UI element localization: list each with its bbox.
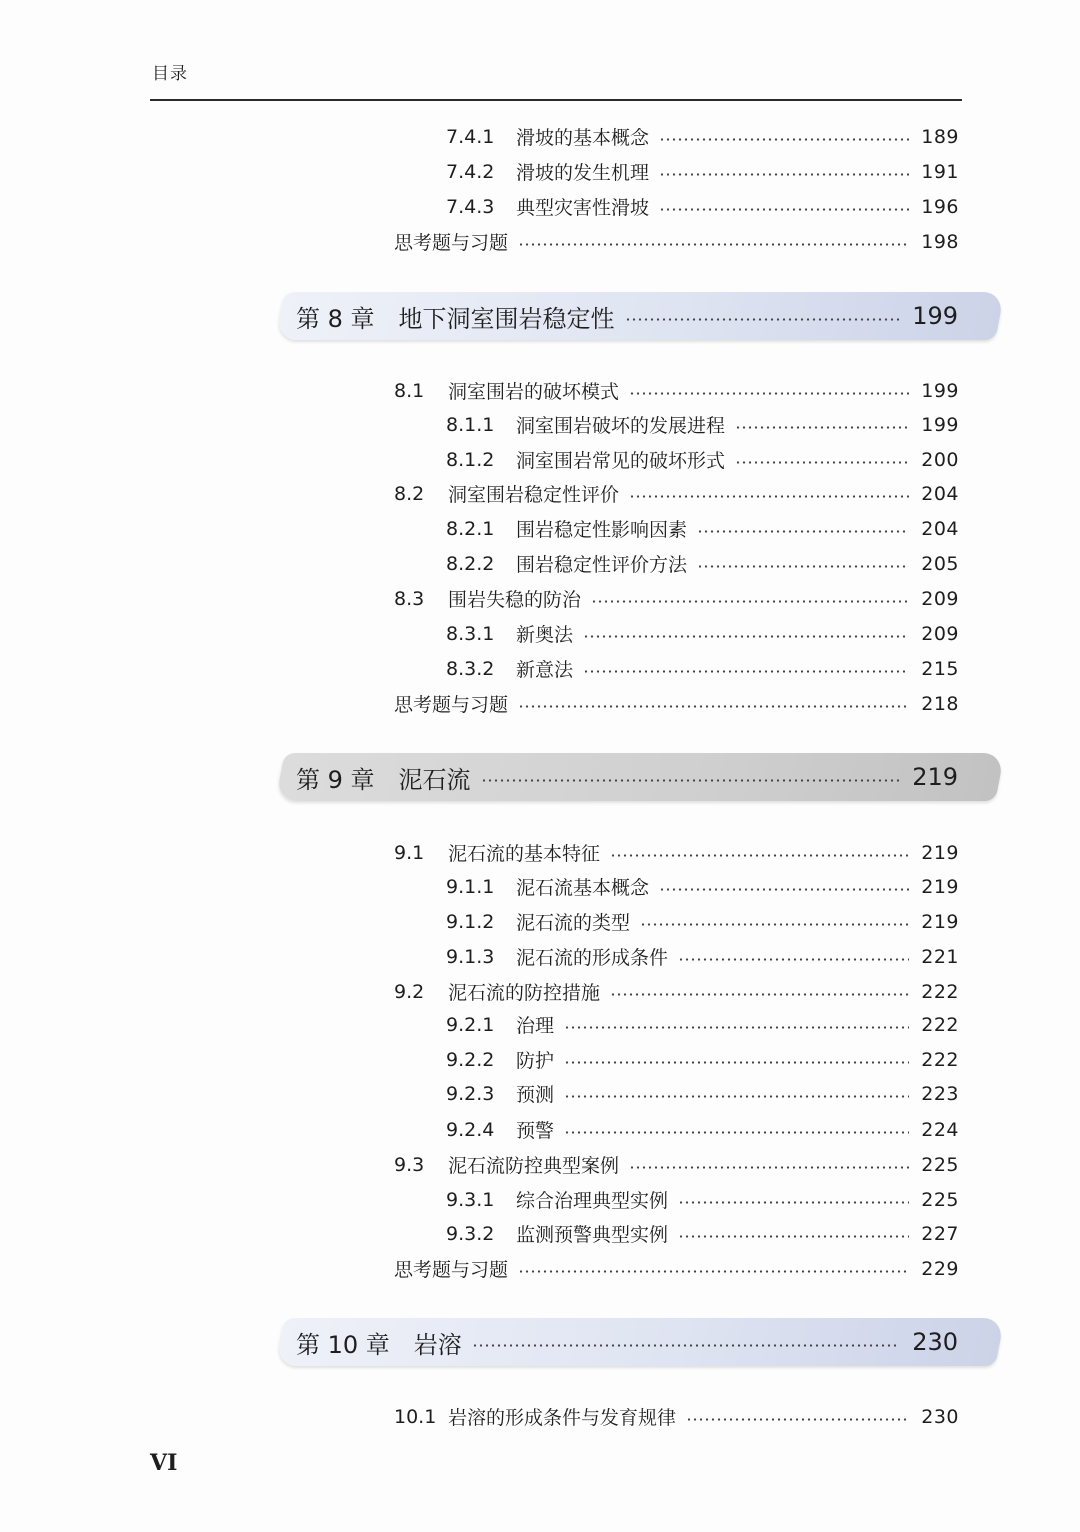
toc-entry[interactable] xyxy=(446,1112,959,1147)
section-number: 9.2.2 xyxy=(446,1048,495,1071)
toc-entry[interactable] xyxy=(394,476,959,511)
dot-leader xyxy=(659,888,909,891)
toc-entry[interactable] xyxy=(394,835,959,870)
toc-entry[interactable] xyxy=(446,442,959,477)
dot-leader xyxy=(659,173,909,176)
section-number: 7.4.2 xyxy=(446,160,495,183)
section-page-number: 225 xyxy=(921,1153,959,1176)
chapter-page-number: 219 xyxy=(912,763,958,791)
section-page-number: 219 xyxy=(921,841,959,864)
section-title: 思考题与习题 xyxy=(394,232,509,254)
section-number: 9.3.1 xyxy=(446,1188,495,1211)
dot-leader xyxy=(678,1201,909,1204)
section-title: 新奥法 xyxy=(516,624,574,646)
section-number: 7.4.3 xyxy=(446,195,495,218)
section-page-number: 196 xyxy=(921,195,959,218)
dot-leader xyxy=(735,461,909,464)
section-title: 洞室围岩的破坏模式 xyxy=(448,381,620,403)
section-number: 10.1 xyxy=(394,1405,437,1428)
toc-chapter-entry[interactable] xyxy=(296,1318,958,1366)
toc-entry[interactable] xyxy=(446,1182,959,1217)
dot-leader xyxy=(564,1131,909,1134)
dot-leader xyxy=(678,1235,909,1238)
toc-entry[interactable] xyxy=(446,511,959,546)
section-number: 9.1.2 xyxy=(446,910,495,933)
section-title: 洞室围岩破坏的发展进程 xyxy=(516,415,726,437)
dot-leader xyxy=(686,1418,909,1421)
dot-leader xyxy=(583,670,909,673)
section-page-number: 205 xyxy=(921,552,959,575)
section-page-number: 221 xyxy=(921,945,959,968)
chapter-page-number: 199 xyxy=(912,302,958,330)
dot-leader xyxy=(518,1270,909,1273)
toc-entry[interactable] xyxy=(394,224,959,259)
section-title: 典型灾害性滑坡 xyxy=(516,197,650,219)
dot-leader xyxy=(629,392,909,395)
dot-leader xyxy=(583,635,909,638)
toc-entry[interactable] xyxy=(446,869,959,904)
toc-entry[interactable] xyxy=(446,939,959,974)
section-page-number: 222 xyxy=(921,980,959,1003)
section-title: 洞室围岩稳定性评价 xyxy=(448,484,620,506)
toc-entry[interactable] xyxy=(394,1147,959,1182)
toc-chapter-entry[interactable] xyxy=(296,292,958,340)
dot-leader xyxy=(659,138,909,141)
section-title: 洞室围岩常见的破坏形式 xyxy=(516,450,726,472)
dot-leader xyxy=(697,530,909,533)
dot-leader xyxy=(640,923,909,926)
toc-entry[interactable] xyxy=(394,581,959,616)
section-page-number: 223 xyxy=(921,1082,959,1105)
dot-leader xyxy=(678,958,909,961)
toc-chapter-entry[interactable] xyxy=(296,753,958,801)
section-title: 泥石流防控典型案例 xyxy=(448,1155,620,1177)
toc-entry[interactable] xyxy=(446,546,959,581)
chapter-title: 地下洞室围岩稳定性 xyxy=(398,304,615,333)
section-number: 9.2.1 xyxy=(446,1013,495,1036)
section-number: 9.1.3 xyxy=(446,945,495,968)
section-page-number: 191 xyxy=(921,160,959,183)
toc-entry[interactable] xyxy=(446,1076,959,1111)
section-page-number: 215 xyxy=(921,657,959,680)
dot-leader xyxy=(610,854,909,857)
toc-entry[interactable] xyxy=(446,1042,959,1077)
toc-entry[interactable] xyxy=(394,974,959,1009)
chapter-title: 泥石流 xyxy=(398,765,471,794)
dot-leader xyxy=(659,208,909,211)
section-title: 泥石流的基本特征 xyxy=(448,843,601,865)
section-number: 9.1.1 xyxy=(446,875,495,898)
section-title: 思考题与习题 xyxy=(394,694,509,716)
section-number: 9.2.4 xyxy=(446,1118,495,1141)
section-page-number: 229 xyxy=(921,1257,959,1280)
dot-leader xyxy=(518,243,909,246)
section-number: 9.2.3 xyxy=(446,1082,495,1105)
section-number: 8.1 xyxy=(394,379,425,402)
section-page-number: 230 xyxy=(921,1405,959,1428)
section-page-number: 222 xyxy=(921,1013,959,1036)
toc-entry[interactable] xyxy=(394,1251,959,1286)
page-number: VI xyxy=(150,1450,178,1476)
section-number: 8.1.1 xyxy=(446,413,495,436)
section-number: 9.2 xyxy=(394,980,425,1003)
toc-entry[interactable] xyxy=(446,651,959,686)
dot-leader xyxy=(472,1344,900,1347)
chapter-page-number: 230 xyxy=(912,1328,958,1356)
header-rule xyxy=(150,99,962,101)
section-page-number: 219 xyxy=(921,875,959,898)
section-page-number: 199 xyxy=(921,379,959,402)
section-number: 7.4.1 xyxy=(446,125,495,148)
toc-entry[interactable] xyxy=(394,373,959,408)
section-page-number: 218 xyxy=(921,692,959,715)
running-header: 目录 xyxy=(152,64,188,84)
section-page-number: 189 xyxy=(921,125,959,148)
toc-entry[interactable] xyxy=(394,1399,959,1434)
toc-entry[interactable] xyxy=(446,1007,959,1042)
section-number: 8.2 xyxy=(394,482,425,505)
section-title: 思考题与习题 xyxy=(394,1259,509,1281)
dot-leader xyxy=(629,1166,909,1169)
dot-leader xyxy=(625,318,901,321)
section-title: 围岩稳定性影响因素 xyxy=(516,519,688,541)
section-page-number: 198 xyxy=(921,230,959,253)
section-title: 泥石流的形成条件 xyxy=(516,947,669,969)
section-number: 8.2.2 xyxy=(446,552,495,575)
section-title: 滑坡的基本概念 xyxy=(516,127,650,149)
section-page-number: 227 xyxy=(921,1222,959,1245)
section-number: 8.3 xyxy=(394,587,425,610)
toc-entry[interactable] xyxy=(446,904,959,939)
section-title: 治理 xyxy=(516,1015,555,1037)
dot-leader xyxy=(697,565,909,568)
section-title: 泥石流的防控措施 xyxy=(448,982,601,1004)
dot-leader xyxy=(481,779,901,782)
section-title: 滑坡的发生机理 xyxy=(516,162,650,184)
toc-entry[interactable] xyxy=(446,119,959,154)
section-number: 8.2.1 xyxy=(446,517,495,540)
dot-leader xyxy=(518,705,909,708)
section-title: 预警 xyxy=(516,1120,555,1142)
dot-leader xyxy=(610,993,909,996)
section-page-number: 204 xyxy=(921,517,959,540)
section-number: 9.3.2 xyxy=(446,1222,495,1245)
section-title: 预测 xyxy=(516,1084,555,1106)
section-title: 监测预警典型实例 xyxy=(516,1224,669,1246)
section-page-number: 204 xyxy=(921,482,959,505)
section-page-number: 219 xyxy=(921,910,959,933)
section-page-number: 209 xyxy=(921,587,959,610)
section-page-number: 209 xyxy=(921,622,959,645)
dot-leader xyxy=(629,495,909,498)
chapter-label: 第 10 章 xyxy=(296,1330,390,1359)
toc-entry[interactable] xyxy=(446,189,959,224)
toc-entry[interactable] xyxy=(394,686,959,721)
section-number: 8.1.2 xyxy=(446,448,495,471)
chapter-label: 第 9 章 xyxy=(296,765,375,794)
section-title: 泥石流的类型 xyxy=(516,912,631,934)
section-page-number: 200 xyxy=(921,448,959,471)
chapter-label: 第 8 章 xyxy=(296,304,375,333)
section-number: 8.3.1 xyxy=(446,622,495,645)
dot-leader xyxy=(591,600,909,603)
dot-leader xyxy=(564,1095,909,1098)
dot-leader xyxy=(735,426,909,429)
section-title: 围岩稳定性评价方法 xyxy=(516,554,688,576)
toc-entry[interactable] xyxy=(446,616,959,651)
section-title: 综合治理典型实例 xyxy=(516,1190,669,1212)
section-title: 围岩失稳的防治 xyxy=(448,589,582,611)
section-title: 泥石流基本概念 xyxy=(516,877,650,899)
section-title: 防护 xyxy=(516,1050,555,1072)
section-number: 8.3.2 xyxy=(446,657,495,680)
section-page-number: 224 xyxy=(921,1118,959,1141)
dot-leader xyxy=(564,1026,909,1029)
toc-entry[interactable] xyxy=(446,407,959,442)
section-title: 岩溶的形成条件与发育规律 xyxy=(448,1407,677,1429)
section-title: 新意法 xyxy=(516,659,574,681)
section-number: 9.3 xyxy=(394,1153,425,1176)
toc-entry[interactable] xyxy=(446,1216,959,1251)
section-number: 9.1 xyxy=(394,841,425,864)
section-page-number: 222 xyxy=(921,1048,959,1071)
chapter-title: 岩溶 xyxy=(413,1330,462,1359)
toc-entry[interactable] xyxy=(446,154,959,189)
dot-leader xyxy=(564,1061,909,1064)
section-page-number: 199 xyxy=(921,413,959,436)
section-page-number: 225 xyxy=(921,1188,959,1211)
